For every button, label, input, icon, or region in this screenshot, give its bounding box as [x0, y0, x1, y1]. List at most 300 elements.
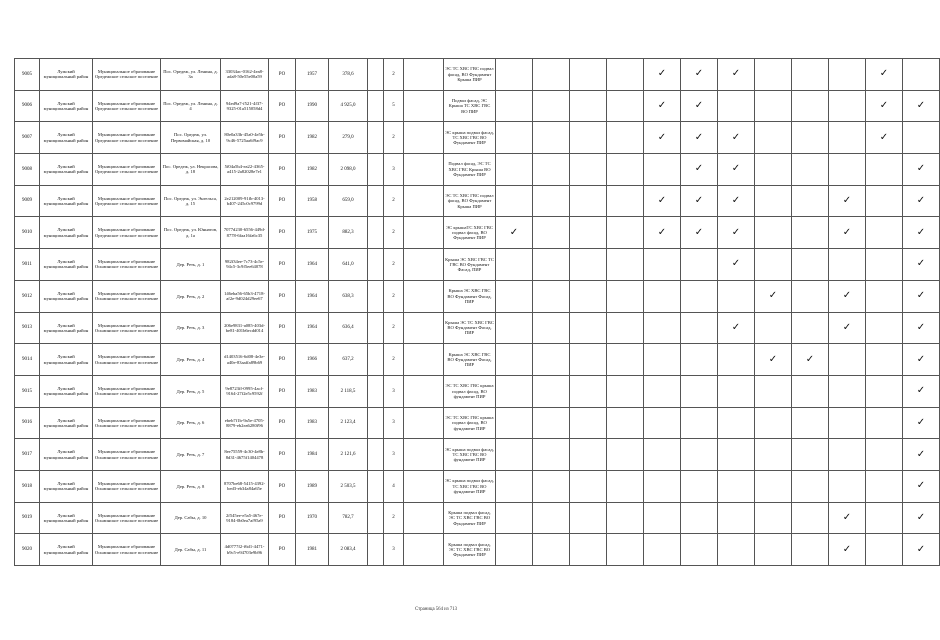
work-mark-cell: [570, 249, 607, 281]
work-mark-cell: [533, 249, 570, 281]
work-mark-cell: [792, 407, 829, 439]
work-mark-cell: [903, 280, 940, 312]
row-number: 9007: [15, 122, 40, 154]
work-mark-cell: [496, 122, 533, 154]
work-mark-cell: [681, 59, 718, 91]
floors-cell: 3: [384, 154, 404, 186]
work-mark-cell: [681, 502, 718, 534]
works-cell: ЭС ТС ХВС ГВС крыша подвал фасад, ВО фундамент ПИР: [444, 375, 496, 407]
row-number: 9005: [15, 59, 40, 91]
work-mark-cell: [570, 439, 607, 471]
work-mark-cell: [533, 502, 570, 534]
work-mark-cell: [644, 59, 681, 91]
checkmark-icon: ✓: [657, 195, 667, 207]
empty-cell: [404, 344, 444, 376]
work-mark-cell: [644, 470, 681, 502]
work-mark-cell: [570, 375, 607, 407]
address-cell: Пос. Оредеж, ул. Энгельса, д. 15: [161, 185, 221, 217]
page-number: Страница 564 из 713: [414, 607, 458, 612]
works-cell: Крыша ЭС ХВС ГВС ВО Фундамент Фасад, ПИР: [444, 344, 496, 376]
district-cell: Лужский муниципальный район: [40, 217, 93, 249]
guid-cell: 9e8723ff-0995-4acf-9164-27f2e5c9592f: [221, 375, 269, 407]
floors-cell: 2: [384, 249, 404, 281]
work-mark-cell: [681, 375, 718, 407]
work-mark-cell: [829, 312, 866, 344]
year-cell: 1964: [296, 312, 329, 344]
table-row: [15, 375, 940, 407]
work-mark-cell: [829, 217, 866, 249]
empty-cell: [404, 217, 444, 249]
settlement-cell: Муниципальное образование Осьминское сельское поселение: [93, 249, 161, 281]
work-mark-cell: [903, 344, 940, 376]
work-mark-cell: [792, 122, 829, 154]
work-mark-cell: [607, 280, 644, 312]
work-mark-cell: [533, 312, 570, 344]
year-cell: 1982: [296, 154, 329, 186]
year-cell: 1957: [296, 59, 329, 91]
work-mark-cell: [718, 470, 755, 502]
work-mark-cell: [866, 375, 903, 407]
settlement-cell: Муниципальное образование Осьминское сельское поселение: [93, 407, 161, 439]
work-mark-cell: [570, 59, 607, 91]
work-mark-cell: [533, 154, 570, 186]
area-cell: 638,3: [329, 280, 368, 312]
work-mark-cell: [607, 407, 644, 439]
row-number: 9011: [15, 249, 40, 281]
work-mark-cell: [718, 90, 755, 122]
work-mark-cell: [866, 470, 903, 502]
work-mark-cell: [866, 280, 903, 312]
address-cell: Пос. Оредеж, ул. Некрасова, д. 18: [161, 154, 221, 186]
settlement-cell: Муниципальное образование Оредежское сельское поселение: [93, 217, 161, 249]
checkmark-icon: ✓: [694, 195, 704, 207]
work-mark-cell: [570, 502, 607, 534]
work-mark-cell: [644, 344, 681, 376]
table-row: [15, 534, 940, 566]
checkmark-icon: ✓: [731, 321, 741, 333]
checkmark-icon: ✓: [805, 353, 815, 365]
work-mark-cell: [718, 407, 755, 439]
empty-cell: [404, 90, 444, 122]
settlement-cell: Муниципальное образование Оредежское сельское поселение: [93, 154, 161, 186]
year-cell: 1964: [296, 280, 329, 312]
guid-cell: 8ee75559-4c30-4e8b-8d31-4675f1404478: [221, 439, 269, 471]
district-cell: Лужский муниципальный район: [40, 312, 93, 344]
work-mark-cell: [533, 470, 570, 502]
work-mark-cell: [681, 90, 718, 122]
address-cell: Дер. Реть, д. 7: [161, 439, 221, 471]
settlement-cell: Муниципальное образование Оредежское сельское поселение: [93, 59, 161, 91]
work-mark-cell: [607, 470, 644, 502]
works-cell: ЭС ТС ХВС ГВС крыша подвал фасад, ВО фундамент ПИР: [444, 407, 496, 439]
table-row: [15, 407, 940, 439]
work-mark-cell: [829, 280, 866, 312]
address-cell: Дер. Сабы, д. 11: [161, 534, 221, 566]
work-mark-cell: [755, 344, 792, 376]
empty-cell: [404, 312, 444, 344]
work-mark-cell: [866, 217, 903, 249]
works-cell: ЭС крыша подвал фасад, ТС ХВС ГВС ВО фундамент ПИР: [444, 470, 496, 502]
empty-cell: [404, 280, 444, 312]
work-mark-cell: [718, 502, 755, 534]
row-number: 9013: [15, 312, 40, 344]
area-cell: 782,7: [329, 502, 368, 534]
empty-cell: [404, 122, 444, 154]
work-mark-cell: [570, 185, 607, 217]
checkmark-icon: ✓: [657, 131, 667, 143]
district-cell: Лужский муниципальный район: [40, 122, 93, 154]
work-mark-cell: [903, 312, 940, 344]
checkmark-icon: ✓: [731, 68, 741, 80]
checkmark-icon: ✓: [916, 195, 926, 207]
guid-cell: 206e9831-a085-403d-be81-401b6ecdd014: [221, 312, 269, 344]
work-mark-cell: [718, 280, 755, 312]
checkmark-icon: ✓: [916, 385, 926, 397]
work-mark-cell: [829, 249, 866, 281]
checkmark-icon: ✓: [879, 68, 889, 80]
district-cell: Лужский муниципальный район: [40, 59, 93, 91]
work-mark-cell: [533, 90, 570, 122]
checkmark-icon: ✓: [731, 163, 741, 175]
checkmark-icon: ✓: [879, 100, 889, 112]
settlement-cell: Муниципальное образование Осьминское сельское поселение: [93, 534, 161, 566]
checkmark-icon: ✓: [842, 195, 852, 207]
work-mark-cell: [829, 122, 866, 154]
work-mark-cell: [903, 122, 940, 154]
work-mark-cell: [718, 185, 755, 217]
work-mark-cell: [866, 122, 903, 154]
work-mark-cell: [755, 217, 792, 249]
area-cell: 2 083,4: [329, 534, 368, 566]
work-mark-cell: [792, 470, 829, 502]
work-mark-cell: [718, 217, 755, 249]
work-mark-cell: [829, 502, 866, 534]
work-mark-cell: [496, 280, 533, 312]
guid-cell: 5f04a5b4-ea22-4365-a415-2a82028e7e1: [221, 154, 269, 186]
work-mark-cell: [866, 502, 903, 534]
empty-cell: [368, 502, 384, 534]
floors-cell: 2: [384, 122, 404, 154]
district-cell: Лужский муниципальный район: [40, 534, 93, 566]
work-mark-cell: [533, 407, 570, 439]
ownership-cell: РО: [269, 90, 296, 122]
guid-cell: 94ed9a7-f521-4f37-9325-01a515058d4: [221, 90, 269, 122]
district-cell: Лужский муниципальный район: [40, 344, 93, 376]
checkmark-icon: ✓: [694, 68, 704, 80]
checkmark-icon: ✓: [842, 226, 852, 238]
table-row: [15, 217, 940, 249]
settlement-cell: Муниципальное образование Оредежское сельское поселение: [93, 90, 161, 122]
floors-cell: 4: [384, 470, 404, 502]
work-mark-cell: [644, 375, 681, 407]
year-cell: 1970: [296, 502, 329, 534]
work-mark-cell: [903, 249, 940, 281]
work-mark-cell: [644, 407, 681, 439]
work-mark-cell: [718, 344, 755, 376]
guid-cell: 146eba56-65b3-4718-af2e-9d024d29ee67: [221, 280, 269, 312]
year-cell: 1983: [296, 407, 329, 439]
work-mark-cell: [533, 534, 570, 566]
work-mark-cell: [681, 407, 718, 439]
empty-cell: [368, 470, 384, 502]
floors-cell: 2: [384, 185, 404, 217]
address-cell: Дер. Реть, д. 5: [161, 375, 221, 407]
work-mark-cell: [496, 407, 533, 439]
work-mark-cell: [496, 534, 533, 566]
work-mark-cell: [718, 122, 755, 154]
work-mark-cell: [792, 534, 829, 566]
work-mark-cell: [496, 59, 533, 91]
checkmark-icon: ✓: [916, 321, 926, 333]
settlement-cell: Муниципальное образование Осьминское сельское поселение: [93, 280, 161, 312]
work-mark-cell: [755, 534, 792, 566]
district-cell: Лужский муниципальный район: [40, 185, 93, 217]
area-cell: 2 098,0: [329, 154, 368, 186]
work-mark-cell: [607, 312, 644, 344]
checkmark-icon: ✓: [694, 131, 704, 143]
checkmark-icon: ✓: [509, 226, 519, 238]
row-number: 9006: [15, 90, 40, 122]
empty-cell: [368, 122, 384, 154]
work-mark-cell: [903, 502, 940, 534]
work-mark-cell: [644, 280, 681, 312]
checkmark-icon: ✓: [694, 226, 704, 238]
checkmark-icon: ✓: [694, 163, 704, 175]
ownership-cell: РО: [269, 280, 296, 312]
work-mark-cell: [829, 534, 866, 566]
work-mark-cell: [533, 439, 570, 471]
work-mark-cell: [755, 375, 792, 407]
work-mark-cell: [533, 217, 570, 249]
district-cell: Лужский муниципальный район: [40, 90, 93, 122]
year-cell: 1966: [296, 344, 329, 376]
empty-cell: [368, 90, 384, 122]
work-mark-cell: [755, 59, 792, 91]
floors-cell: 2: [384, 280, 404, 312]
table-row: [15, 154, 940, 186]
checkmark-icon: ✓: [916, 353, 926, 365]
year-cell: 1984: [296, 439, 329, 471]
work-mark-cell: [570, 534, 607, 566]
works-cell: Крыша ЭС ТС ХВС ГВС ВО Фундамент Фасад, ПИР: [444, 312, 496, 344]
year-cell: 1989: [296, 470, 329, 502]
work-mark-cell: [718, 312, 755, 344]
area-cell: 378,6: [329, 59, 368, 91]
empty-cell: [368, 439, 384, 471]
row-number: 9014: [15, 344, 40, 376]
work-mark-cell: [644, 439, 681, 471]
table-row: [15, 312, 940, 344]
work-mark-cell: [681, 280, 718, 312]
year-cell: 1964: [296, 249, 329, 281]
district-cell: Лужский муниципальный район: [40, 470, 93, 502]
guid-cell: 2f545ee-e5a5-467e-9184-0b0ea7af95a9: [221, 502, 269, 534]
work-mark-cell: [607, 122, 644, 154]
empty-cell: [368, 375, 384, 407]
table-row: [15, 502, 940, 534]
ownership-cell: РО: [269, 249, 296, 281]
guid-cell: 80e0a33b-45a0-4e5b-9c46-5725aa6f9ac9: [221, 122, 269, 154]
checkmark-icon: ✓: [842, 290, 852, 302]
ownership-cell: РО: [269, 534, 296, 566]
work-mark-cell: [607, 344, 644, 376]
work-mark-cell: [792, 217, 829, 249]
work-mark-cell: [496, 439, 533, 471]
empty-cell: [368, 249, 384, 281]
guid-cell: 2e212009-91fb-4013-b407-245c0c9799d: [221, 185, 269, 217]
work-mark-cell: [496, 90, 533, 122]
work-mark-cell: [644, 154, 681, 186]
year-cell: 1981: [296, 534, 329, 566]
address-cell: Пос. Оредеж, ул. Юннатов, д. 1а: [161, 217, 221, 249]
work-mark-cell: [644, 90, 681, 122]
floors-cell: 2: [384, 312, 404, 344]
work-mark-cell: [607, 534, 644, 566]
ownership-cell: РО: [269, 59, 296, 91]
empty-cell: [368, 407, 384, 439]
work-mark-cell: [496, 185, 533, 217]
checkmark-icon: ✓: [842, 321, 852, 333]
settlement-cell: Муниципальное образование Осьминское сельское поселение: [93, 312, 161, 344]
work-mark-cell: [570, 217, 607, 249]
capital-repair-table: [14, 58, 940, 566]
checkmark-icon: ✓: [768, 290, 778, 302]
ownership-cell: РО: [269, 217, 296, 249]
work-mark-cell: [496, 344, 533, 376]
guid-cell: d1403516-6d08-4e3e-a40e-83aaffa89b69: [221, 344, 269, 376]
work-mark-cell: [903, 470, 940, 502]
work-mark-cell: [533, 122, 570, 154]
checkmark-icon: ✓: [916, 290, 926, 302]
settlement-cell: Муниципальное образование Осьминское сельское поселение: [93, 439, 161, 471]
checkmark-icon: ✓: [657, 68, 667, 80]
empty-cell: [404, 470, 444, 502]
work-mark-cell: [533, 59, 570, 91]
year-cell: 1975: [296, 217, 329, 249]
checkmark-icon: ✓: [731, 131, 741, 143]
empty-cell: [368, 154, 384, 186]
works-cell: Крыша подвал фасад, ЭС ТС ХВС ГВС ВО Фундамент ПИР: [444, 534, 496, 566]
table-row: [15, 344, 940, 376]
works-cell: ЭС крыша подвал фасад, ТС ХВС ГВС ВО Фундамент ПИР: [444, 122, 496, 154]
floors-cell: 3: [384, 407, 404, 439]
work-mark-cell: [866, 312, 903, 344]
work-mark-cell: [866, 407, 903, 439]
ownership-cell: РО: [269, 154, 296, 186]
district-cell: Лужский муниципальный район: [40, 280, 93, 312]
ownership-cell: РО: [269, 312, 296, 344]
empty-cell: [404, 407, 444, 439]
work-mark-cell: [755, 280, 792, 312]
work-mark-cell: [755, 154, 792, 186]
checkmark-icon: ✓: [768, 353, 778, 365]
area-cell: 279,0: [329, 122, 368, 154]
work-mark-cell: [644, 185, 681, 217]
work-mark-cell: [607, 375, 644, 407]
table-row: [15, 185, 940, 217]
year-cell: 1982: [296, 122, 329, 154]
address-cell: Дер. Реть, д. 8: [161, 470, 221, 502]
work-mark-cell: [866, 249, 903, 281]
work-mark-cell: [866, 154, 903, 186]
area-cell: 4 925,0: [329, 90, 368, 122]
empty-cell: [368, 534, 384, 566]
work-mark-cell: [570, 312, 607, 344]
works-cell: Подвал фасад, ЭС Крыша ТС ХВС ГВС ВО ПИР: [444, 90, 496, 122]
address-cell: Пос. Оредеж, ул. Ленина, д. 3а: [161, 59, 221, 91]
empty-cell: [404, 534, 444, 566]
district-cell: Лужский муниципальный район: [40, 439, 93, 471]
table-row: [15, 122, 940, 154]
empty-cell: [404, 502, 444, 534]
work-mark-cell: [866, 534, 903, 566]
work-mark-cell: [829, 439, 866, 471]
work-mark-cell: [755, 90, 792, 122]
empty-cell: [368, 312, 384, 344]
checkmark-icon: ✓: [657, 226, 667, 238]
work-mark-cell: [792, 439, 829, 471]
checkmark-icon: ✓: [731, 226, 741, 238]
work-mark-cell: [644, 502, 681, 534]
work-mark-cell: [644, 312, 681, 344]
guid-cell: 4d0777f2-f6d1-4471-b9c5-e94703e9b96: [221, 534, 269, 566]
work-mark-cell: [792, 249, 829, 281]
work-mark-cell: [533, 375, 570, 407]
work-mark-cell: [755, 312, 792, 344]
row-number: 9016: [15, 407, 40, 439]
work-mark-cell: [533, 280, 570, 312]
work-mark-cell: [570, 280, 607, 312]
empty-cell: [404, 185, 444, 217]
checkmark-icon: ✓: [694, 100, 704, 112]
ownership-cell: РО: [269, 375, 296, 407]
work-mark-cell: [755, 249, 792, 281]
row-number: 9008: [15, 154, 40, 186]
work-mark-cell: [570, 344, 607, 376]
work-mark-cell: [607, 90, 644, 122]
floors-cell: 2: [384, 344, 404, 376]
ownership-cell: РО: [269, 344, 296, 376]
work-mark-cell: [607, 249, 644, 281]
floors-cell: 5: [384, 90, 404, 122]
row-number: 9018: [15, 470, 40, 502]
table-row: [15, 90, 940, 122]
work-mark-cell: [570, 90, 607, 122]
ownership-cell: РО: [269, 502, 296, 534]
work-mark-cell: [681, 312, 718, 344]
floors-cell: 2: [384, 59, 404, 91]
checkmark-icon: ✓: [731, 195, 741, 207]
floors-cell: 3: [384, 439, 404, 471]
work-mark-cell: [903, 534, 940, 566]
area-cell: 2 118,5: [329, 375, 368, 407]
empty-cell: [404, 439, 444, 471]
settlement-cell: Муниципальное образование Оредежское сельское поселение: [93, 185, 161, 217]
work-mark-cell: [755, 407, 792, 439]
work-mark-cell: [829, 344, 866, 376]
work-mark-cell: [903, 90, 940, 122]
empty-cell: [368, 217, 384, 249]
work-mark-cell: [792, 185, 829, 217]
row-number: 9017: [15, 439, 40, 471]
work-mark-cell: [533, 185, 570, 217]
address-cell: Пос. Оредеж, ул. Ленина, д. 4: [161, 90, 221, 122]
work-mark-cell: [903, 185, 940, 217]
works-cell: Крыша подвал фасад, ЭС ТС ХВС ГВС ВО Фундамент ПИР: [444, 502, 496, 534]
ownership-cell: РО: [269, 439, 296, 471]
settlement-cell: Муниципальное образование Осьминское сельское поселение: [93, 375, 161, 407]
table-row: [15, 439, 940, 471]
